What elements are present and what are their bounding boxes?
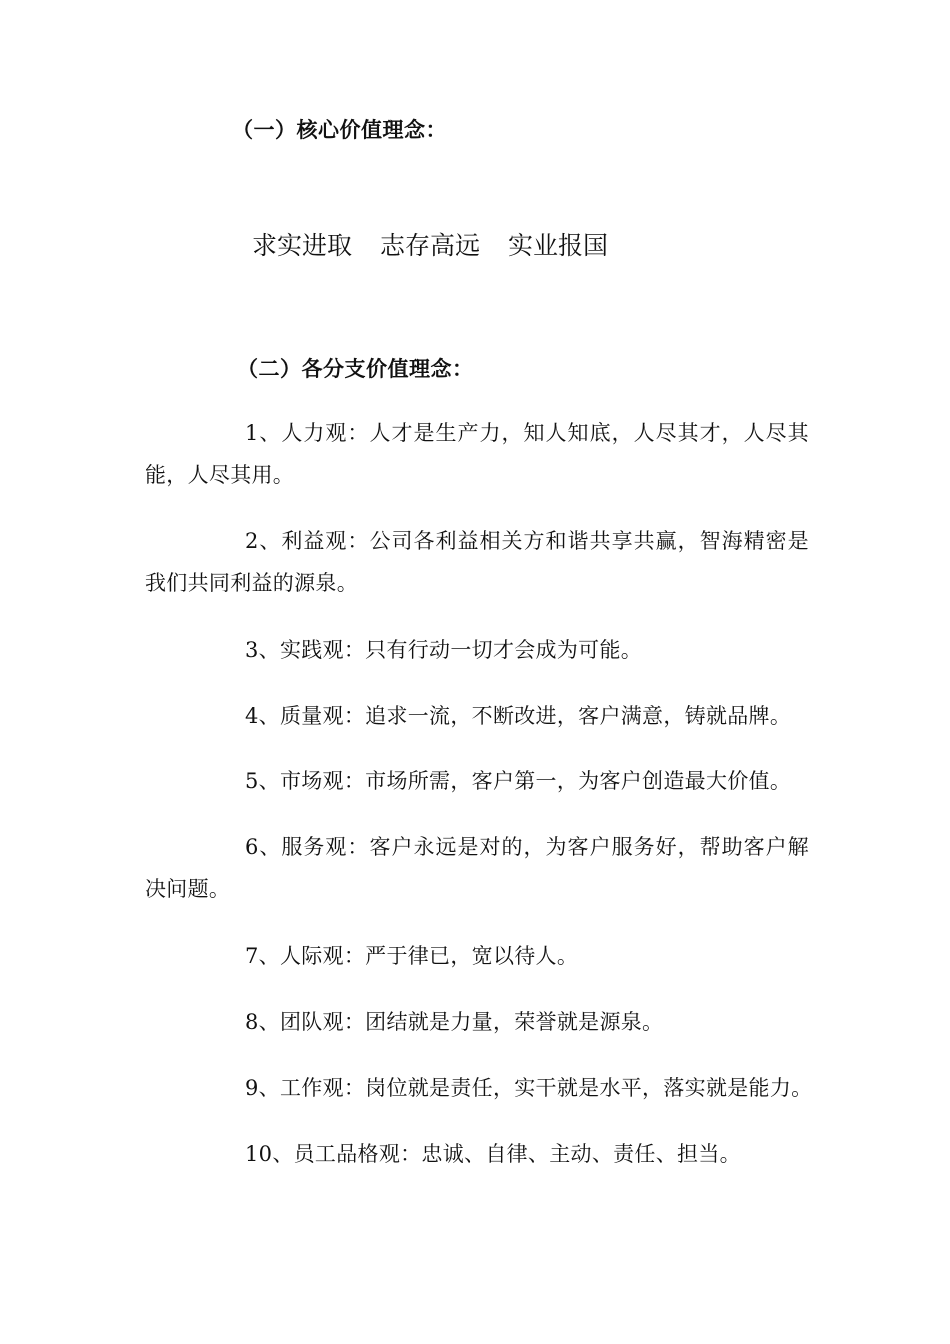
motto-phrase: 志存高远 bbox=[380, 231, 481, 260]
value-item-practice: 3、实践观：只有行动一切才会成为可能。 bbox=[245, 638, 643, 662]
core-motto bbox=[252, 226, 608, 262]
motto-phrase: 求实进取 bbox=[252, 231, 353, 260]
value-item-talent: 1、人力观：人才是生产力，知人知底，人尽其才，人尽其能，人尽其用。 bbox=[145, 421, 809, 487]
value-item-team: 8、团队观：团结就是力量，荣誉就是源泉。 bbox=[245, 1010, 664, 1034]
value-item-quality: 4、质量观：追求一流，不断改进，客户满意，铸就品牌。 bbox=[245, 704, 792, 728]
value-item-market: 5、市场观：市场所需，客户第一，为客户创造最大价值。 bbox=[245, 769, 792, 793]
value-item-interpersonal: 7、人际观：严于律已，宽以待人。 bbox=[245, 944, 579, 968]
value-item-character: 10、员工品格观：忠诚、自律、主动、责任、担当。 bbox=[245, 1142, 741, 1166]
motto-phrase: 实业报国 bbox=[508, 231, 609, 260]
section-heading-branch-values: （二）各分支价值理念： bbox=[237, 357, 474, 381]
value-item-interest: 2、利益观：公司各利益相关方和谐共享共赢，智海精密是我们共同利益的源泉。 bbox=[145, 529, 809, 595]
value-item-service: 6、服务观：客户永远是对的，为客户服务好，帮助客户解决问题。 bbox=[145, 835, 809, 901]
value-item-work: 9、工作观：岗位就是责任，实干就是水平，落实就是能力。 bbox=[245, 1076, 813, 1100]
section-heading-core-values: （一）核心价值理念： bbox=[232, 118, 447, 142]
